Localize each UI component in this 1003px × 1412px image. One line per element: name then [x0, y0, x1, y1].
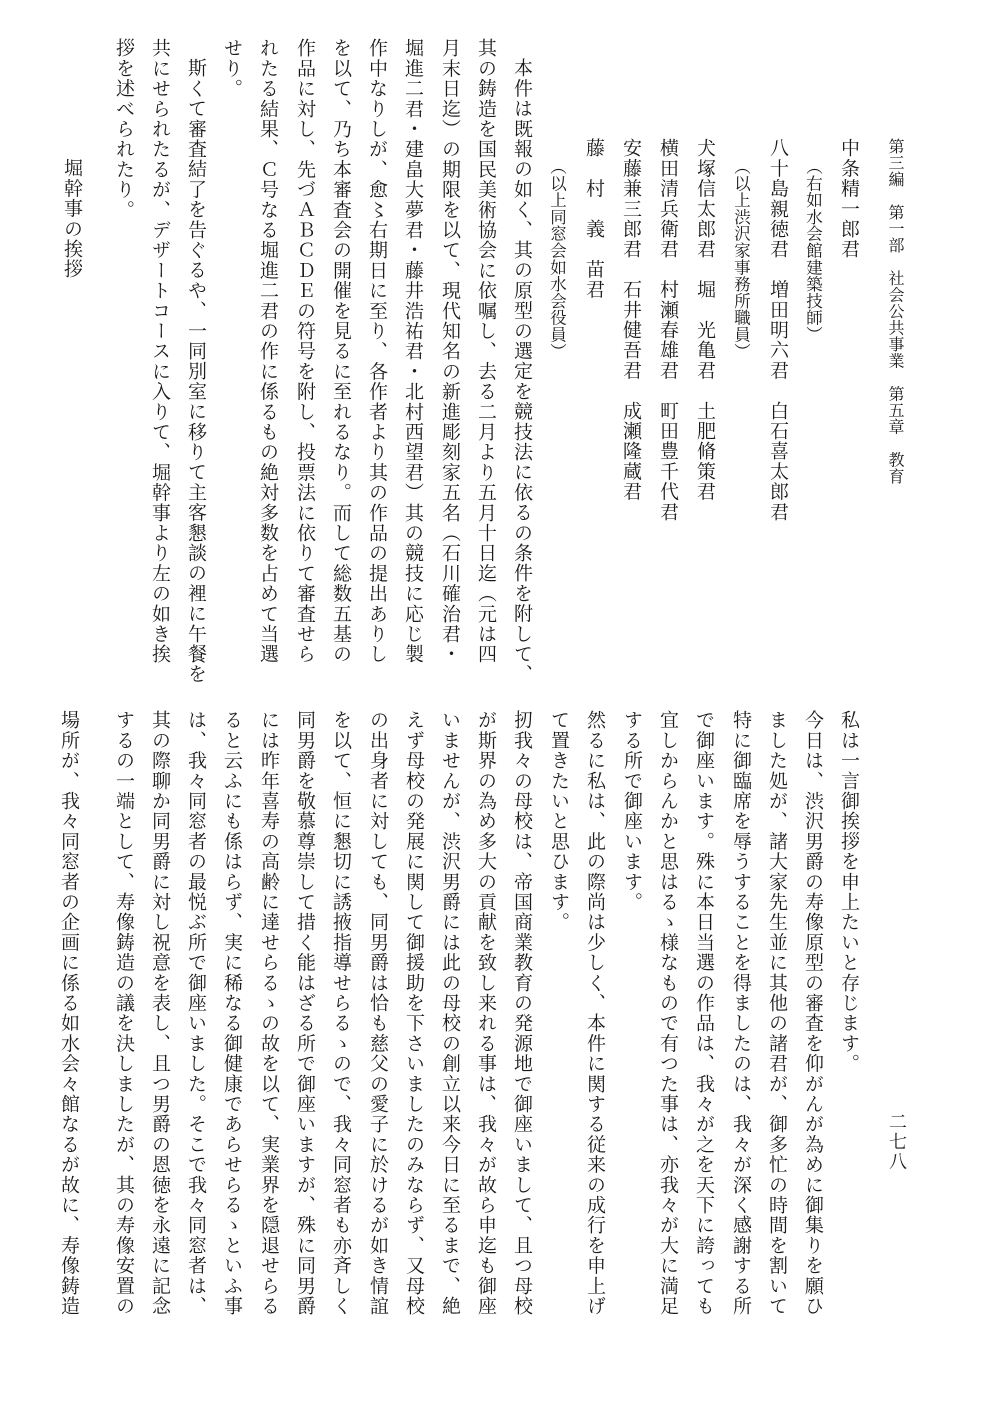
- running-head: 第三編 第一部 社会公共事業 第五章 教育: [886, 138, 905, 485]
- bottom-column: 今日は、渋沢男爵の寿像原型の審査を仰がんが為めに御集りを願ひ: [802, 710, 824, 1316]
- bottom-column: えず母校の発展に関して御援助を下さいましたのみならず、又母校: [403, 710, 425, 1316]
- top-column: 横田清兵衛君 村瀬春雄君 町田豊千代君: [657, 138, 679, 522]
- top-column: 藤 村 義 苗君: [583, 138, 605, 300]
- bottom-column: 場所が、我々同窓者の企画に係る如水会々館なるが故に、寿像鋳造: [58, 710, 80, 1316]
- bottom-column: ました処が、諸大家先生並に其他の諸君が、御多忙の時間を割いて: [766, 710, 788, 1316]
- bottom-column: 然るに私は、此の際尚は少しく、本件に関する従来の成行を申上げ: [584, 710, 606, 1316]
- bottom-column: するの一端として、寿像鋳造の議を決しましたが、其の寿像安置の: [113, 710, 135, 1316]
- bottom-column: が斯界の為め多大の貢献を致し来れる事は、我々が故ら申迄も御座: [475, 710, 497, 1316]
- top-column: 犬塚信太郎君 堀 光亀君 土肥脩策君: [694, 138, 716, 502]
- top-column: （右如水会館建築技師）: [803, 158, 823, 343]
- bottom-column: 私は一言御挨拶を申上たいと存じます。: [838, 710, 860, 1074]
- top-column: を以て、乃ち本審査会の開催を見るに至れるなり。而して総数五基の: [330, 38, 352, 665]
- top-column: 月末日迄）の期限を以て、現代知名の新進彫刻家五名（石川確治君・: [439, 38, 461, 665]
- bottom-column: には昨年喜寿の高齢に達せらるゝの故を以て、実業界を隠退せらる: [258, 710, 280, 1316]
- top-column: （以上渋沢家事務所職員）: [731, 158, 751, 360]
- top-column: 拶を述べられたり。: [113, 38, 135, 220]
- top-column: 八十島親徳君 増田明六君 白石喜太郎君: [767, 138, 789, 522]
- top-column: 安藤兼三郎君 石井健吾君 成瀬隆蔵君: [620, 138, 642, 502]
- bottom-column: の出身者に対しても、同男爵は恰も慈父の愛子に於けるが如き情誼: [367, 710, 389, 1316]
- bottom-column: で御座います。殊に本日当選の作品は、我々が之を天下に誇っても: [693, 710, 715, 1316]
- bottom-column: 特に御臨席を辱うすることを得ましたのは、我々が深く感謝する所: [730, 710, 752, 1317]
- bottom-column: は、我々同窓者の最悦ぶ所で御座いました。そこで我々同窓者は、: [185, 710, 207, 1316]
- bottom-column: 扨我々の母校は、帝国商業教育の発源地で御座いまして、且つ母校: [511, 710, 533, 1316]
- bottom-column: 宜しからんかと思はるゝ様なもので有つた事は、亦我々が大に満足: [657, 710, 679, 1316]
- bottom-column: 同男爵を敬慕尊崇して措く能はざる所で御座いますが、殊に同男爵: [294, 710, 316, 1316]
- bottom-column: ると云ふにも係はらず、実に稀なる御健康であらせらるゝといふ事: [221, 710, 243, 1316]
- top-column: 中条精一郎君: [838, 138, 860, 260]
- top-column: れたる結果、Ｃ号なる堀進二君の作に係るもの絶対多数を占めて当選: [257, 38, 279, 665]
- top-column: 作品に対し、先づＡＢＣＤＥの符号を附し、投票法に依りて審査せら: [294, 38, 316, 665]
- top-column: 共にせられたるが、デザートコースに入りて、堀幹事より左の如き挨: [149, 38, 171, 665]
- bottom-column: て置きたいと思ひます。: [548, 710, 570, 933]
- bottom-column: 其の際聊か同男爵に対し祝意を表し、且つ男爵の恩徳を永遠に記念: [149, 710, 171, 1316]
- top-column: （以上同窓会如水会役員）: [547, 158, 567, 360]
- top-column: 斯くて審査結了を告ぐるや、一同別室に移りて主客懇談の裡に午餐を: [185, 58, 207, 685]
- top-column: 堀進二君・建畠大夢君・藤井浩祐君・北村西望君）其の競技に応じ製: [402, 38, 424, 665]
- top-column: 本件は既報の如く、其の原型の選定を競技法に依るの条件を附して、: [511, 58, 533, 685]
- page-number: 二七八: [886, 1112, 907, 1172]
- top-column: 其の鋳造を国民美術協会に依嘱し、去る二月より五月十日迄（元は四: [475, 38, 497, 665]
- top-column: 作中なりしが、愈〻右期日に至り、各作者より其の作品の提出ありし: [366, 38, 388, 665]
- section-heading: 堀幹事の挨拶: [61, 158, 83, 280]
- bottom-column: を以て、恒に懇切に誘掖指導せらるゝので、我々同窓者も亦斉しく: [330, 710, 352, 1316]
- bottom-column: する所で御座います。: [621, 710, 643, 912]
- bottom-column: いませんが、渋沢男爵には此の母校の創立以来今日に至るまで、絶: [439, 710, 461, 1316]
- top-column: せり。: [221, 38, 243, 99]
